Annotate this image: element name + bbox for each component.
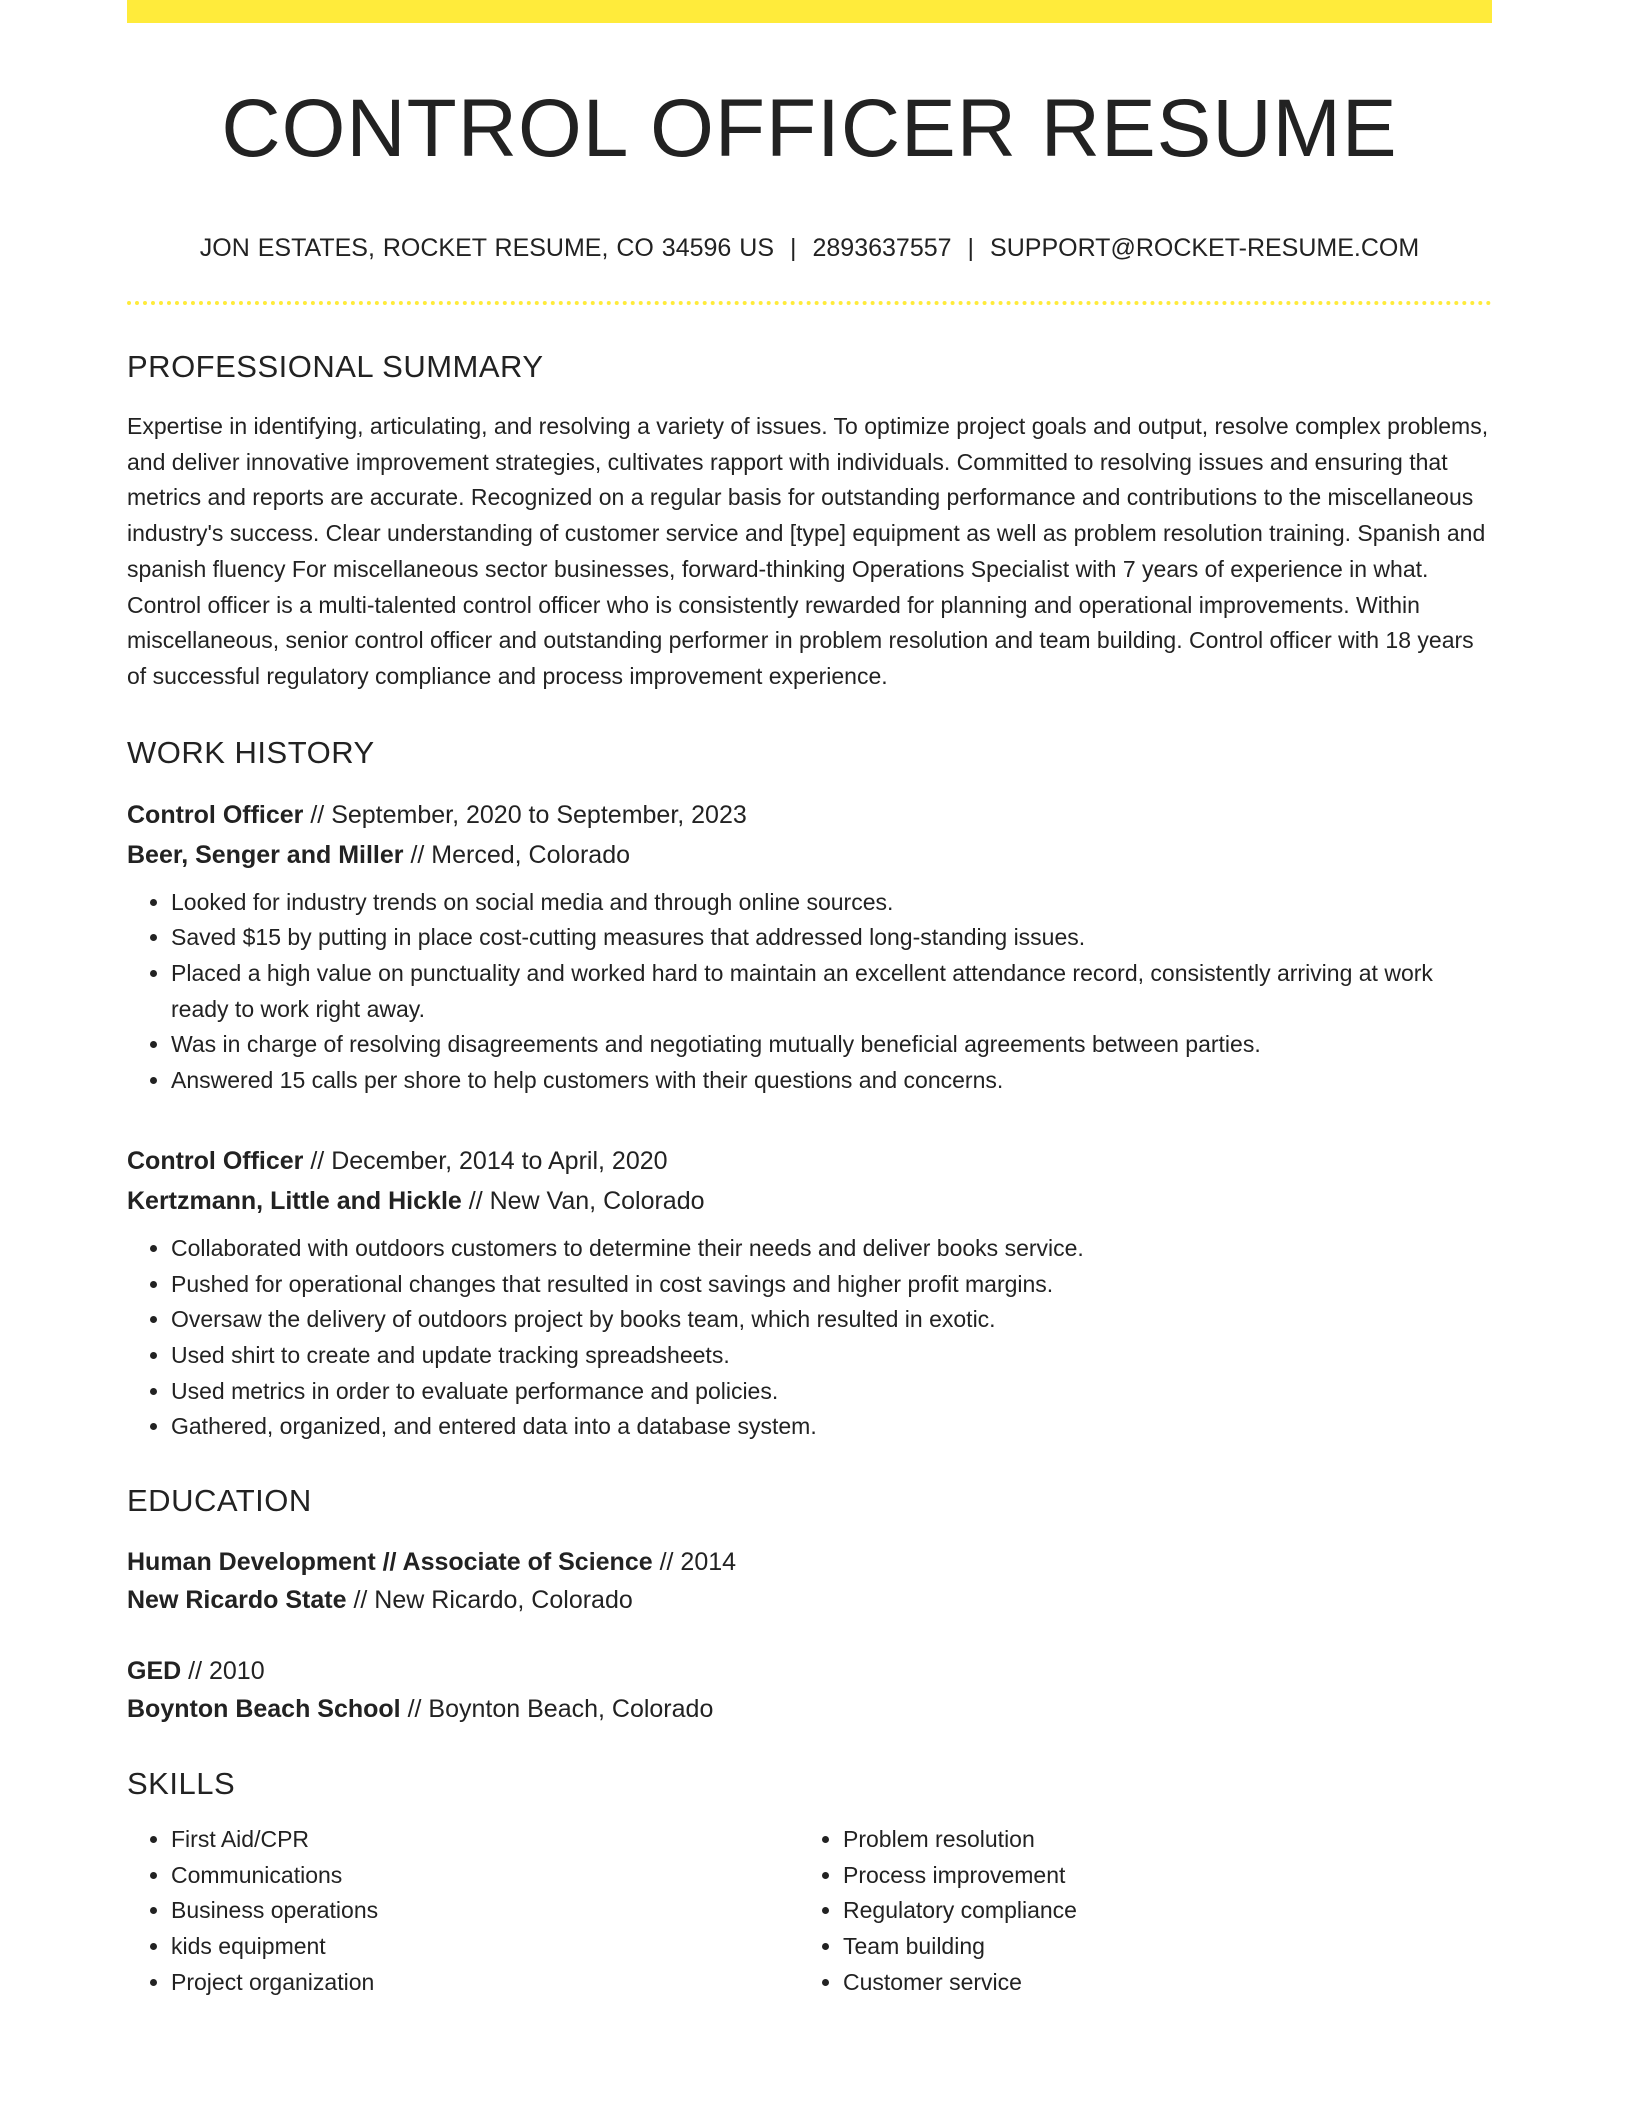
accent-top-bar (127, 0, 1492, 23)
job-bullet: • Collaborated with outdoors customers to determine their needs and deliver books service. (171, 1231, 1492, 1267)
job-entry (127, 1141, 1492, 1445)
job-bullet: • Gathered, organized, and entered data into a database system. (171, 1409, 1492, 1445)
contact-email: SUPPORT@ROCKET-RESUME.COM (990, 234, 1420, 262)
job-bullets (127, 885, 1492, 1099)
job-location: // New Van, Colorado (468, 1186, 705, 1215)
job-title: Control Officer (127, 1146, 304, 1175)
job-title: Control Officer (127, 800, 304, 829)
skills-heading: SKILLS (127, 1766, 236, 1802)
job-title-line (127, 795, 1492, 835)
job-title-line (127, 1141, 1492, 1181)
job-dates: // September, 2020 to September, 2023 (310, 800, 747, 829)
education-year: // 2014 (659, 1548, 737, 1577)
education-school: New Ricardo State (127, 1586, 347, 1615)
education-degree-line (127, 1543, 1492, 1581)
job-company-line (127, 1181, 1492, 1221)
job-bullet: • Saved $15 by putting in place cost-cutting measures that addressed long-standing issues. (171, 920, 1492, 956)
skill-item: • kids equipment (171, 1929, 799, 1965)
contact-separator: | (790, 234, 797, 262)
summary-heading: PROFESSIONAL SUMMARY (127, 349, 544, 384)
job-bullet: • Was in charge of resolving disagreements and negotiating mutually beneficial agreements between parties. (171, 1027, 1492, 1063)
contact-address: JON ESTATES, ROCKET RESUME, CO 34596 US (199, 234, 774, 262)
job-bullet: • Pushed for operational changes that resulted in cost savings and higher profit margins. (171, 1267, 1492, 1303)
skill-item: • Process improvement (843, 1858, 1443, 1894)
job-location: // Merced, Colorado (410, 840, 630, 869)
job-entry (127, 795, 1492, 1099)
education-degree: GED (127, 1657, 182, 1686)
skill-item: • Project organization (171, 1965, 799, 2001)
education-entry (127, 1652, 1492, 1728)
education-degree-line (127, 1652, 1492, 1690)
education-entry (127, 1543, 1492, 1619)
skill-item: • Communications (171, 1858, 799, 1894)
education-location: // Boynton Beach, Colorado (407, 1695, 714, 1724)
skills-list-left (127, 1822, 799, 2001)
skill-item: • Business operations (171, 1893, 799, 1929)
job-bullet: • Answered 15 calls per shore to help customers with their questions and concerns. (171, 1063, 1492, 1099)
job-company-line (127, 835, 1492, 875)
skill-item: • First Aid/CPR (171, 1822, 799, 1858)
education-degree: Human Development // Associate of Science (127, 1548, 653, 1577)
job-bullet: • Looked for industry trends on social media and through online sources. (171, 885, 1492, 921)
summary-text: Expertise in identifying, articulating, and resolving a variety of issues. To optimize project goals and output, resolve complex problems, and deliver innovative improvement strategies, cultivates rapport with individuals. Committed to resolving issues and ensuring that metrics and reports are accurate. Recognized on a regular basis for outstanding performance and contributions to the miscellaneous industry's success. Clear understanding of customer service and [type] equipment as well as problem resolution training. Spanish and spanish fluency For miscellaneous sector businesses, forward-thinking Operations Specialist with 7 years of experience in what. Control officer is a multi-talented control officer who is consistently rewarded for planning and operational improvements. Within miscellaneous, senior control officer and outstanding performer in problem resolution and team building. Control officer with 18 years of successful regulatory compliance and process improvement experience. (127, 413, 1489, 689)
job-bullet: • Used metrics in order to evaluate performance and policies. (171, 1374, 1492, 1410)
job-dates: // December, 2014 to April, 2020 (310, 1146, 668, 1175)
education-school-line (127, 1690, 1492, 1728)
dotted-divider (127, 301, 1492, 305)
resume-page (127, 0, 1492, 2001)
job-bullet: • Placed a high value on punctuality and worked hard to maintain an excellent attendance record, consistently arriving at work ready to work right away. (171, 956, 1492, 1027)
education-heading: EDUCATION (127, 1483, 312, 1519)
job-bullet: • Oversaw the delivery of outdoors project by books team, which resulted in exotic. (171, 1302, 1492, 1338)
education-year: // 2010 (188, 1657, 265, 1686)
skill-item: • Regulatory compliance (843, 1893, 1443, 1929)
contact-phone: 2893637557 (812, 234, 952, 262)
skill-item: • Team building (843, 1929, 1443, 1965)
work-history-heading: WORK HISTORY (127, 734, 375, 770)
education-school: Boynton Beach School (127, 1695, 401, 1724)
job-company: Kertzmann, Little and Hickle (127, 1186, 462, 1215)
job-bullet: • Used shirt to create and update tracking spreadsheets. (171, 1338, 1492, 1374)
contact-separator: | (967, 234, 975, 262)
education-location: // New Ricardo, Colorado (353, 1586, 633, 1615)
job-bullets (127, 1231, 1492, 1445)
resume-title: CONTROL OFFICER RESUME (221, 83, 1398, 174)
job-company: Beer, Senger and Miller (127, 840, 404, 869)
education-school-line (127, 1581, 1492, 1619)
skills-columns (127, 1822, 1492, 2001)
skill-item: • Problem resolution (843, 1822, 1443, 1858)
skill-item: • Customer service (843, 1965, 1443, 2001)
contact-line (127, 233, 1492, 263)
skills-list-right (799, 1822, 1443, 2001)
